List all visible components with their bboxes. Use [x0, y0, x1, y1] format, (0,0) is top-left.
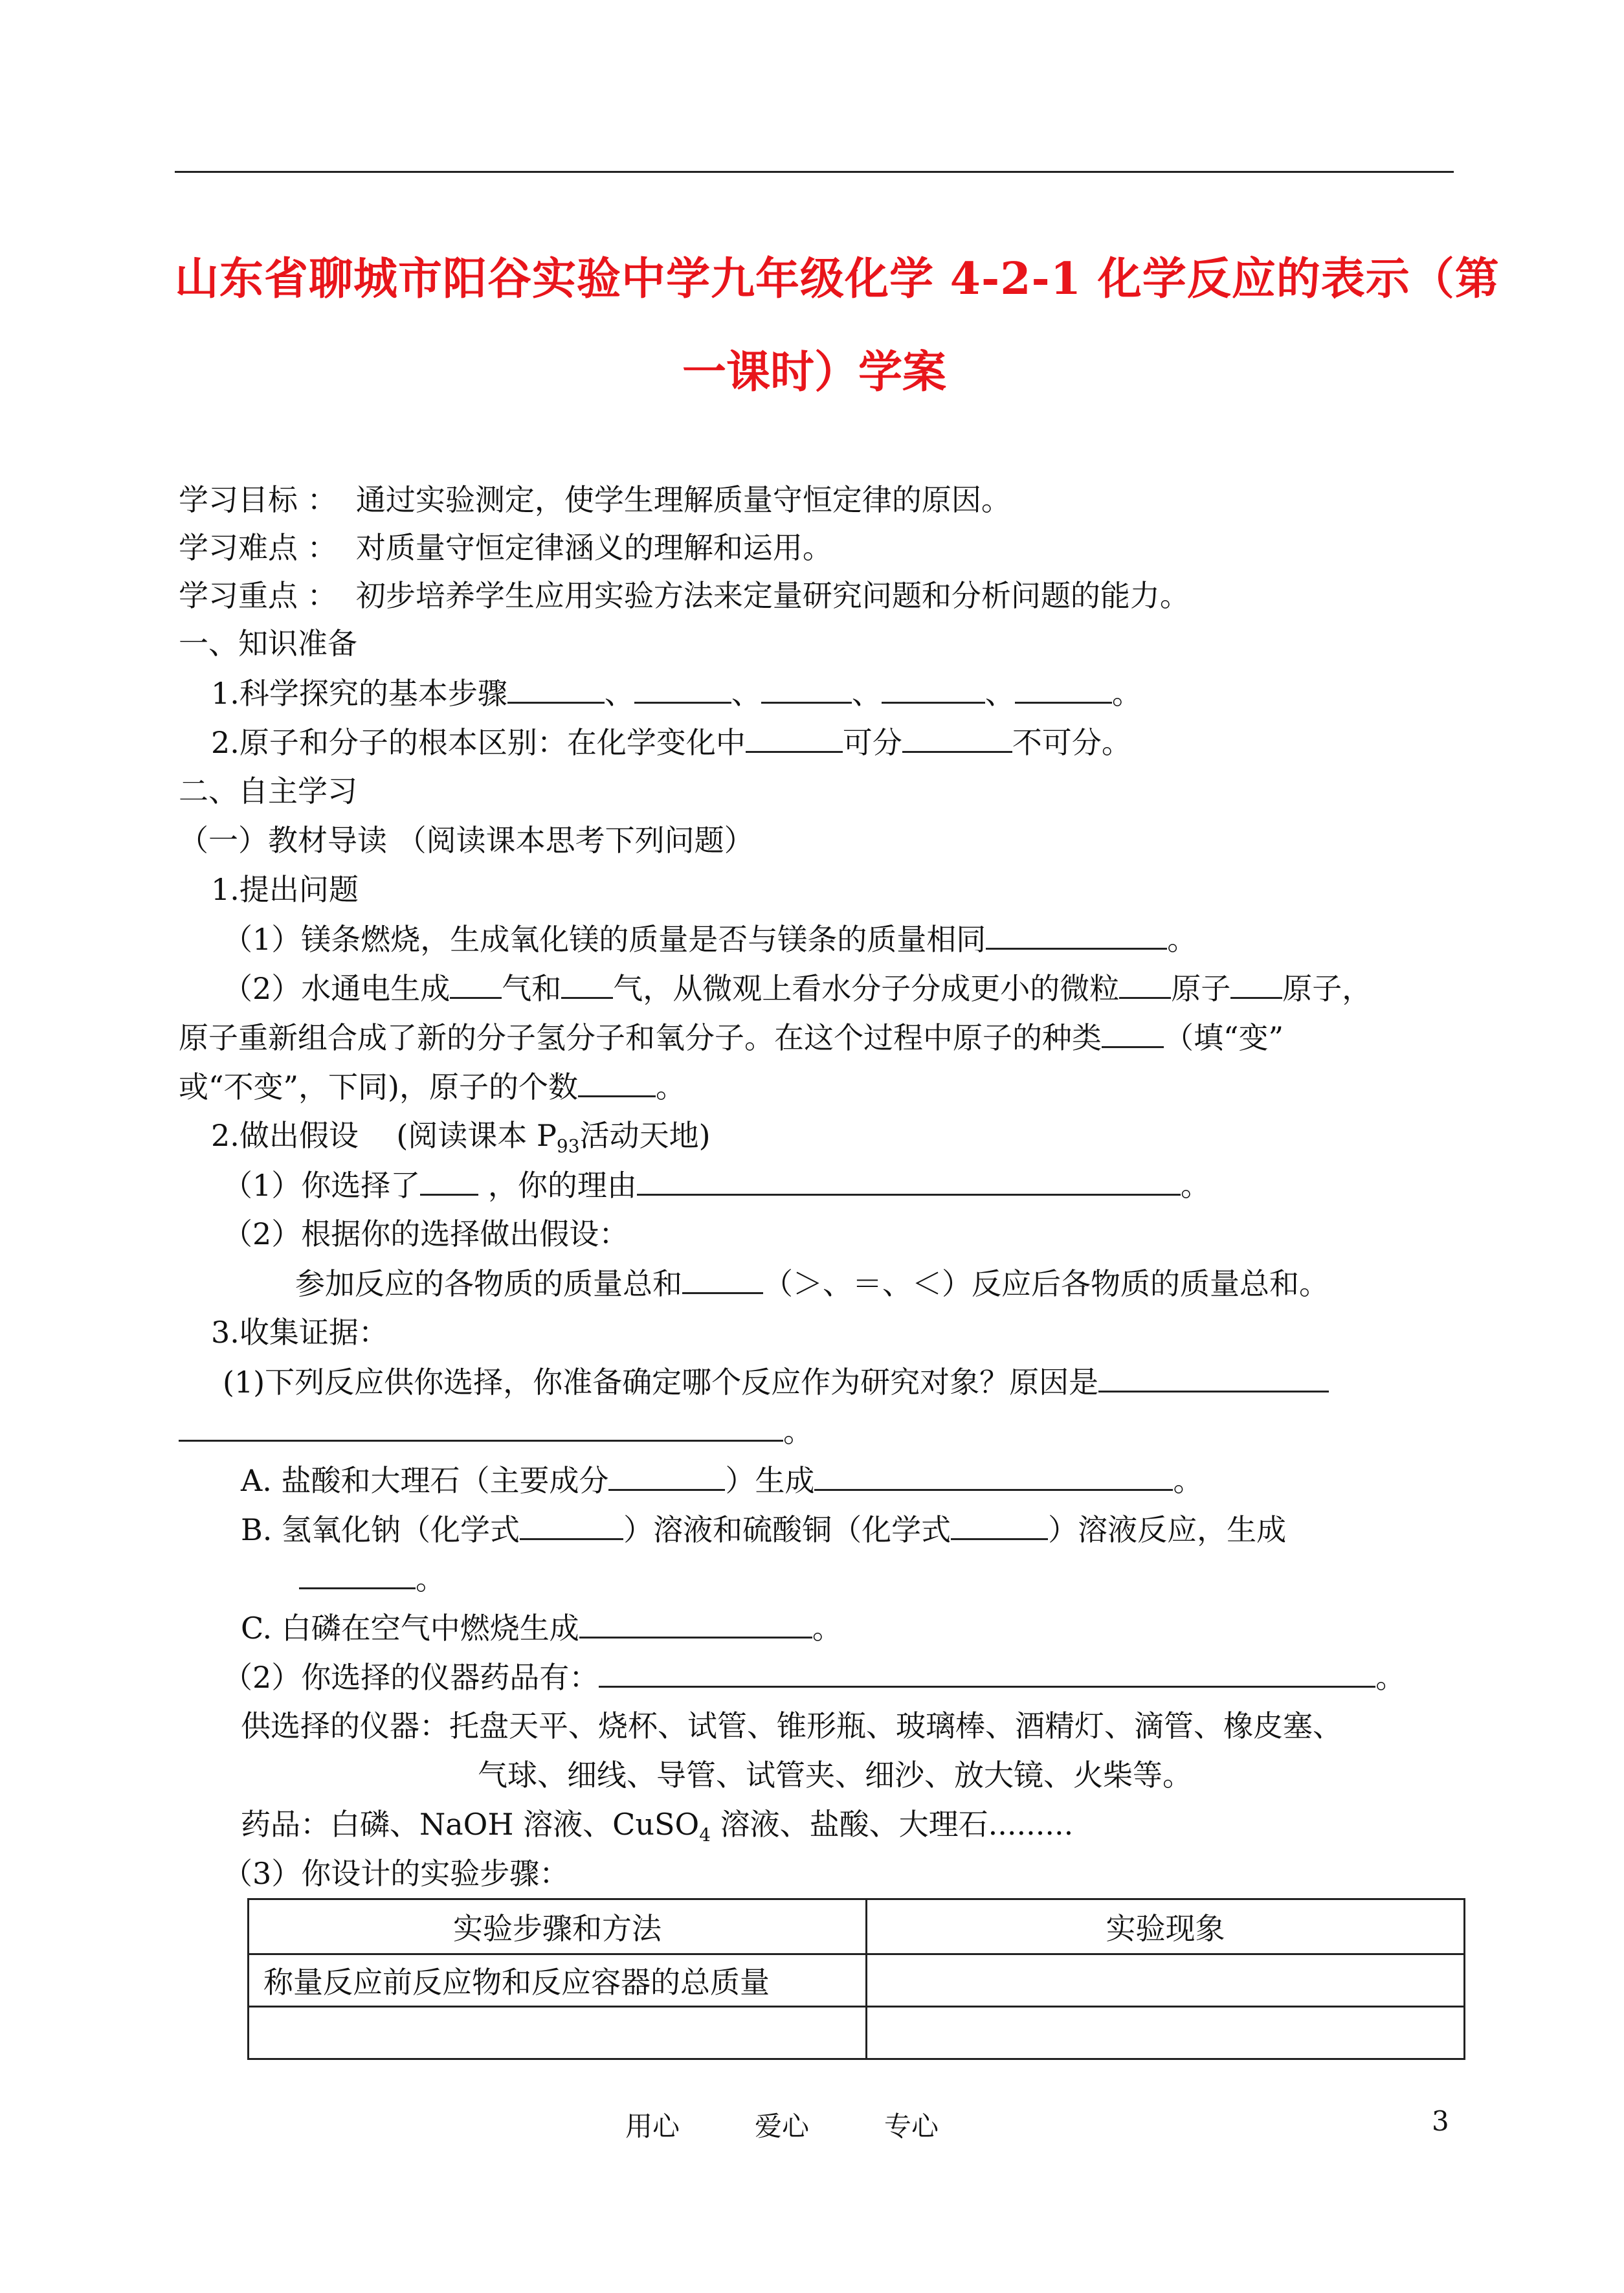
separator: 、 [984, 676, 1015, 711]
header-rule [175, 171, 1454, 173]
period: 。 [1375, 1660, 1406, 1695]
part2-heading [211, 1116, 711, 1166]
document-title-line1: 山东省聊城市阳谷实验中学九年级化学 4-2-1 化学反应的表示（第 [175, 253, 1500, 305]
period: 。 [1173, 1463, 1203, 1498]
separator: 、 [731, 676, 761, 711]
table-row [249, 2007, 1465, 2059]
separator: 、 [604, 676, 634, 711]
text: 活动天地) [579, 1118, 711, 1153]
part2-question-2: （2）根据你的选择做出假设： [223, 1216, 629, 1251]
answer-blank[interactable] [746, 722, 843, 753]
q2-text-b: 可分 [842, 725, 902, 760]
part1-question-2-cont2 [179, 1067, 685, 1106]
period: 。 [655, 1069, 685, 1104]
q2-text-a: 2.原子和分子的根本区别：在化学变化中 [211, 725, 746, 760]
footer-middle: 爱心 [755, 2110, 810, 2142]
table-cell[interactable] [867, 2007, 1465, 2059]
instrument-list-cont: 气球、细线、导管、试管夹、细沙、放大镜、火柴等。 [478, 1758, 1192, 1793]
footer-left: 用心 [625, 2110, 680, 2142]
period: 。 [1180, 1168, 1210, 1203]
learning-target-text: 通过实验测定，使学生理解质量守恒定律的原因。 [355, 482, 1011, 517]
part3-question-1-cont [179, 1411, 813, 1451]
text: （1）镁条燃烧，生成氧化镁的质量是否与镁条的质量相同 [223, 922, 986, 957]
answer-blank[interactable] [951, 1510, 1048, 1540]
text: 溶液、盐酸、大理石......... [711, 1807, 1074, 1842]
answer-blank[interactable] [420, 1165, 478, 1196]
text: ）溶液反应，生成 [1048, 1512, 1287, 1547]
answer-blank[interactable] [882, 673, 985, 704]
part3-question-3: （3）你设计的实验步骤： [223, 1856, 570, 1891]
subscript: 4 [699, 1824, 711, 1846]
part3-question-1 [223, 1362, 1329, 1402]
option-b [241, 1510, 1286, 1549]
column-header: 实验步骤和方法 [249, 1899, 867, 1954]
column-header: 实验现象 [867, 1899, 1465, 1954]
option-b-cont [299, 1559, 445, 1598]
answer-blank[interactable] [1015, 673, 1112, 704]
learning-target-label: 学习目标 ： [179, 482, 337, 517]
text: (1)下列反应供你选择，你准备确定哪个反应作为研究对象？原因是 [223, 1365, 1099, 1400]
period: 。 [812, 1611, 842, 1646]
table-header-row [249, 1899, 1465, 1954]
footer-right: 专心 [884, 2110, 939, 2142]
answer-blank[interactable] [608, 1460, 725, 1491]
text: （填“变” [1164, 1020, 1284, 1055]
answer-blank[interactable] [299, 1559, 416, 1589]
text: 药品：白磷、NaOH 溶液、CuSO [241, 1807, 700, 1842]
text: (阅读课本 P [396, 1118, 557, 1153]
table-cell[interactable] [867, 1954, 1465, 2007]
period: 。 [416, 1561, 445, 1596]
answer-blank[interactable] [599, 1657, 1375, 1688]
part1-question-2 [223, 968, 1372, 1008]
answer-blank[interactable] [561, 968, 613, 999]
answer-blank[interactable] [507, 673, 605, 704]
learning-difficulty [179, 528, 832, 567]
section2-heading: 二、自主学习 [179, 774, 357, 809]
q2-text-c: 不可分。 [1012, 725, 1131, 760]
subsection-heading: （一）教材导读 （阅读课本思考下列问题） [179, 823, 754, 858]
answer-blank[interactable] [1098, 1362, 1329, 1393]
answer-blank[interactable] [520, 1510, 623, 1540]
answer-blank[interactable] [1230, 968, 1282, 999]
text: 参加反应的各物质的质量总和 [295, 1266, 682, 1301]
page-number: 3 [1432, 2105, 1449, 2137]
answer-blank[interactable] [450, 968, 502, 999]
part3-question-2 [223, 1657, 1405, 1697]
text: ）生成 [725, 1463, 815, 1498]
reagent-list [241, 1805, 1073, 1855]
part1-question-1 [223, 919, 1197, 959]
answer-blank[interactable] [1102, 1018, 1164, 1048]
answer-blank[interactable] [682, 1264, 763, 1294]
period: 。 [783, 1414, 813, 1449]
table-cell[interactable] [249, 2007, 867, 2059]
option-c [241, 1608, 842, 1648]
text: C. 白磷在空气中燃烧生成 [241, 1611, 579, 1646]
text: （＞、＝、＜）反应后各物质的质量总和。 [763, 1266, 1329, 1301]
answer-blank[interactable] [986, 919, 1167, 950]
learning-target [179, 480, 1011, 519]
part3-heading: 3.收集证据： [211, 1315, 388, 1350]
text: （1）你选择了 [223, 1168, 421, 1203]
answer-blank[interactable] [634, 673, 731, 704]
answer-blank[interactable] [579, 1608, 812, 1639]
period: 。 [1111, 676, 1142, 711]
text: B. 氢氧化钠（化学式 [241, 1512, 520, 1547]
text: ，你的理由 [487, 1168, 637, 1203]
answer-blank[interactable] [761, 673, 852, 704]
question-1-1 [211, 673, 1142, 713]
answer-blank[interactable] [814, 1460, 1173, 1491]
text: A. 盐酸和大理石（主要成分 [241, 1463, 609, 1498]
answer-blank[interactable] [578, 1067, 656, 1097]
learning-focus-label: 学习重点 ： [179, 578, 337, 613]
answer-blank[interactable] [179, 1411, 783, 1442]
text: 或“不变”，下同)，原子的个数 [179, 1069, 578, 1104]
experiment-table [247, 1898, 1465, 2060]
part2-question-1 [223, 1165, 1210, 1205]
text: ）溶液和硫酸铜（化学式 [623, 1512, 951, 1547]
text: 原子， [1282, 971, 1372, 1006]
learning-focus [179, 576, 1190, 615]
text: 原子重新组合成了新的分子氢分子和氧分子。在这个过程中原子的种类 [179, 1020, 1102, 1055]
question-1-2 [211, 722, 1131, 762]
learning-difficulty-label: 学习难点 ： [179, 530, 337, 565]
subscript: 93 [556, 1135, 580, 1158]
instrument-list: 供选择的仪器：托盘天平、烧杯、试管、锥形瓶、玻璃棒、酒精灯、滴管、橡皮塞、 [241, 1708, 1342, 1743]
text: 气，从微观上看水分子分成更小的微粒 [613, 971, 1120, 1006]
text: 原子 [1171, 971, 1231, 1006]
q1-text: 1.科学探究的基本步骤 [211, 676, 507, 711]
answer-blank[interactable] [1119, 968, 1171, 999]
table-cell[interactable]: 称量反应前反应物和反应容器的总质量 [249, 1954, 867, 2007]
document-title-line2: 一课时）学案 [682, 346, 946, 398]
learning-focus-text: 初步培养学生应用实验方法来定量研究问题和分析问题的能力。 [355, 578, 1190, 613]
text: 气和 [502, 971, 562, 1006]
table-row [249, 1954, 1465, 2007]
text: （2）水通电生成 [223, 971, 450, 1006]
text: 2.做出假设 [211, 1118, 359, 1153]
separator: 、 [851, 676, 882, 711]
option-a [241, 1460, 1203, 1500]
answer-blank[interactable] [902, 722, 1012, 753]
part1-question-2-cont [179, 1018, 1284, 1057]
section1-heading: 一、知识准备 [179, 626, 357, 661]
answer-blank[interactable] [637, 1165, 1181, 1196]
learning-difficulty-text: 对质量守恒定律涵义的理解和运用。 [355, 530, 832, 565]
part1-heading: 1.提出问题 [211, 872, 359, 907]
part2-hypothesis [295, 1264, 1329, 1303]
text: （2）你选择的仪器药品有： [223, 1660, 599, 1695]
period: 。 [1167, 922, 1197, 957]
